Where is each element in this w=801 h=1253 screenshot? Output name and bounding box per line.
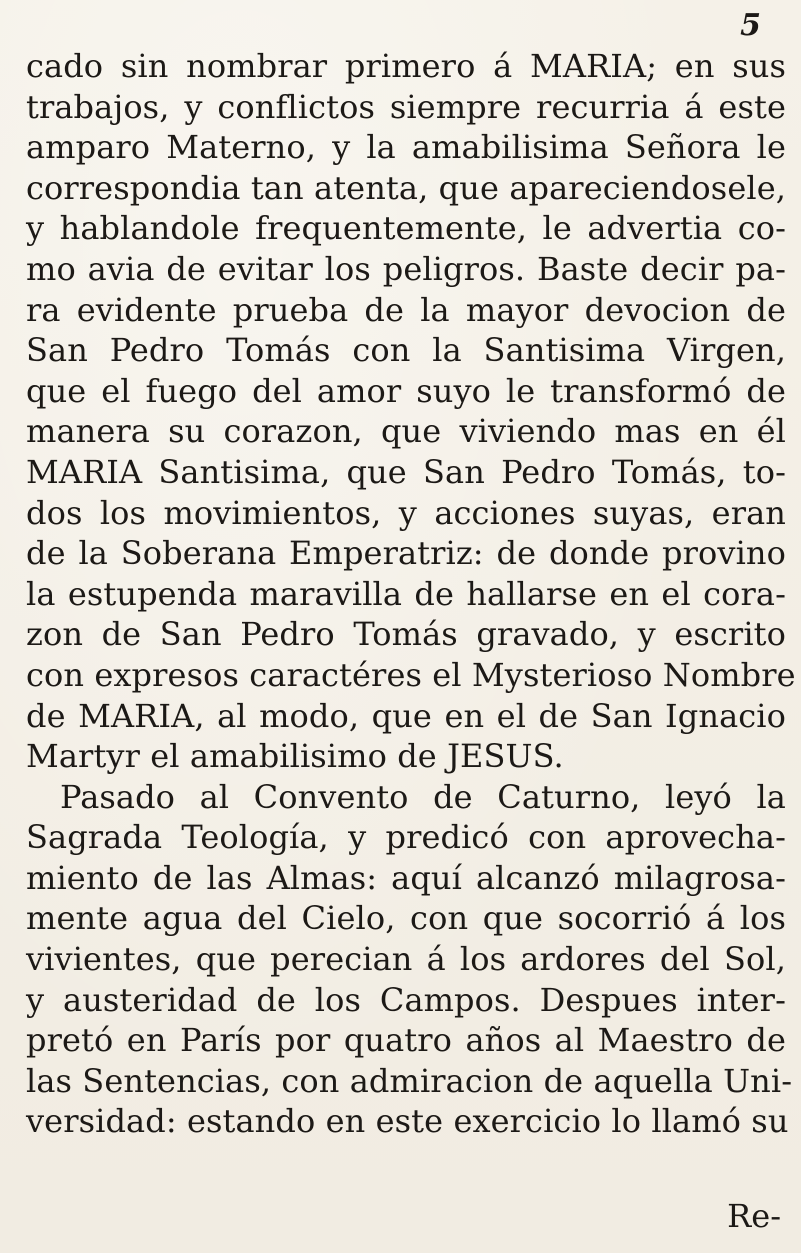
page-number: 5 [740, 8, 761, 43]
text-line: cado sin nombrar primero á MARIA; en sus [26, 47, 786, 85]
text-line: trabajos, y conflictos siempre recurria á este [26, 87, 786, 126]
text-line: vivientes, que perecian á los ardores del Sol, [26, 940, 786, 979]
text-line: manera su corazon, que viviendo mas en él [26, 412, 786, 451]
text-line: la estupenda maravilla de hallarse en el cora- [26, 574, 786, 613]
text-line: dos los movimientos, y acciones suyas, eran [26, 493, 786, 532]
text-line: ra evidente prueba de la mayor devocion de [26, 290, 786, 329]
text-line: de la Soberana Emperatriz: de donde provino [26, 534, 786, 573]
text-line: zon de San Pedro Tomás gravado, y escrito [26, 615, 786, 654]
text-line: amparo Materno, y la amabilisima Señora le [26, 128, 786, 167]
text-line: pretó en París por quatro años al Maestro de [26, 1021, 786, 1060]
text-line: y austeridad de los Campos. Despues inter- [26, 980, 786, 1019]
text-line: las Sentencias, con admiracion de aquella Uni- [26, 1061, 793, 1100]
text-line: y hablandole frequentemente, le advertia co- [26, 209, 786, 248]
text-line: San Pedro Tomás con la Santisima Virgen, [26, 331, 786, 370]
text-line: miento de las Almas: aquí alcanzó milagrosa- [26, 858, 786, 897]
text-line: MARIA Santisima, que San Pedro Tomás, to- [26, 452, 786, 491]
text-line: que el fuego del amor suyo le transformó de [26, 371, 786, 410]
text-line: Sagrada Teología, y predicó con aprovecha- [26, 818, 786, 857]
text-line: Martyr el amabilisimo de JESUS. [26, 737, 564, 776]
text-line-paragraph-start: Pasado al Convento de Caturno, leyó la [60, 777, 786, 816]
text-line: de MARIA, al modo, que en el de San Ignacio [26, 696, 786, 735]
text-line: con expresos caractéres el Mysterioso Nombre [26, 655, 796, 694]
text-line: mente agua del Cielo, con que socorrió á los [26, 899, 786, 938]
body-text [26, 46, 796, 1142]
text-line: versidad: estando en este exercicio lo llamó su [26, 1102, 789, 1141]
text-line: mo avia de evitar los peligros. Baste decir pa- [26, 249, 786, 288]
catchword: Re- [727, 1197, 781, 1235]
text-line: correspondia tan atenta, que apareciendosele, [26, 168, 786, 207]
